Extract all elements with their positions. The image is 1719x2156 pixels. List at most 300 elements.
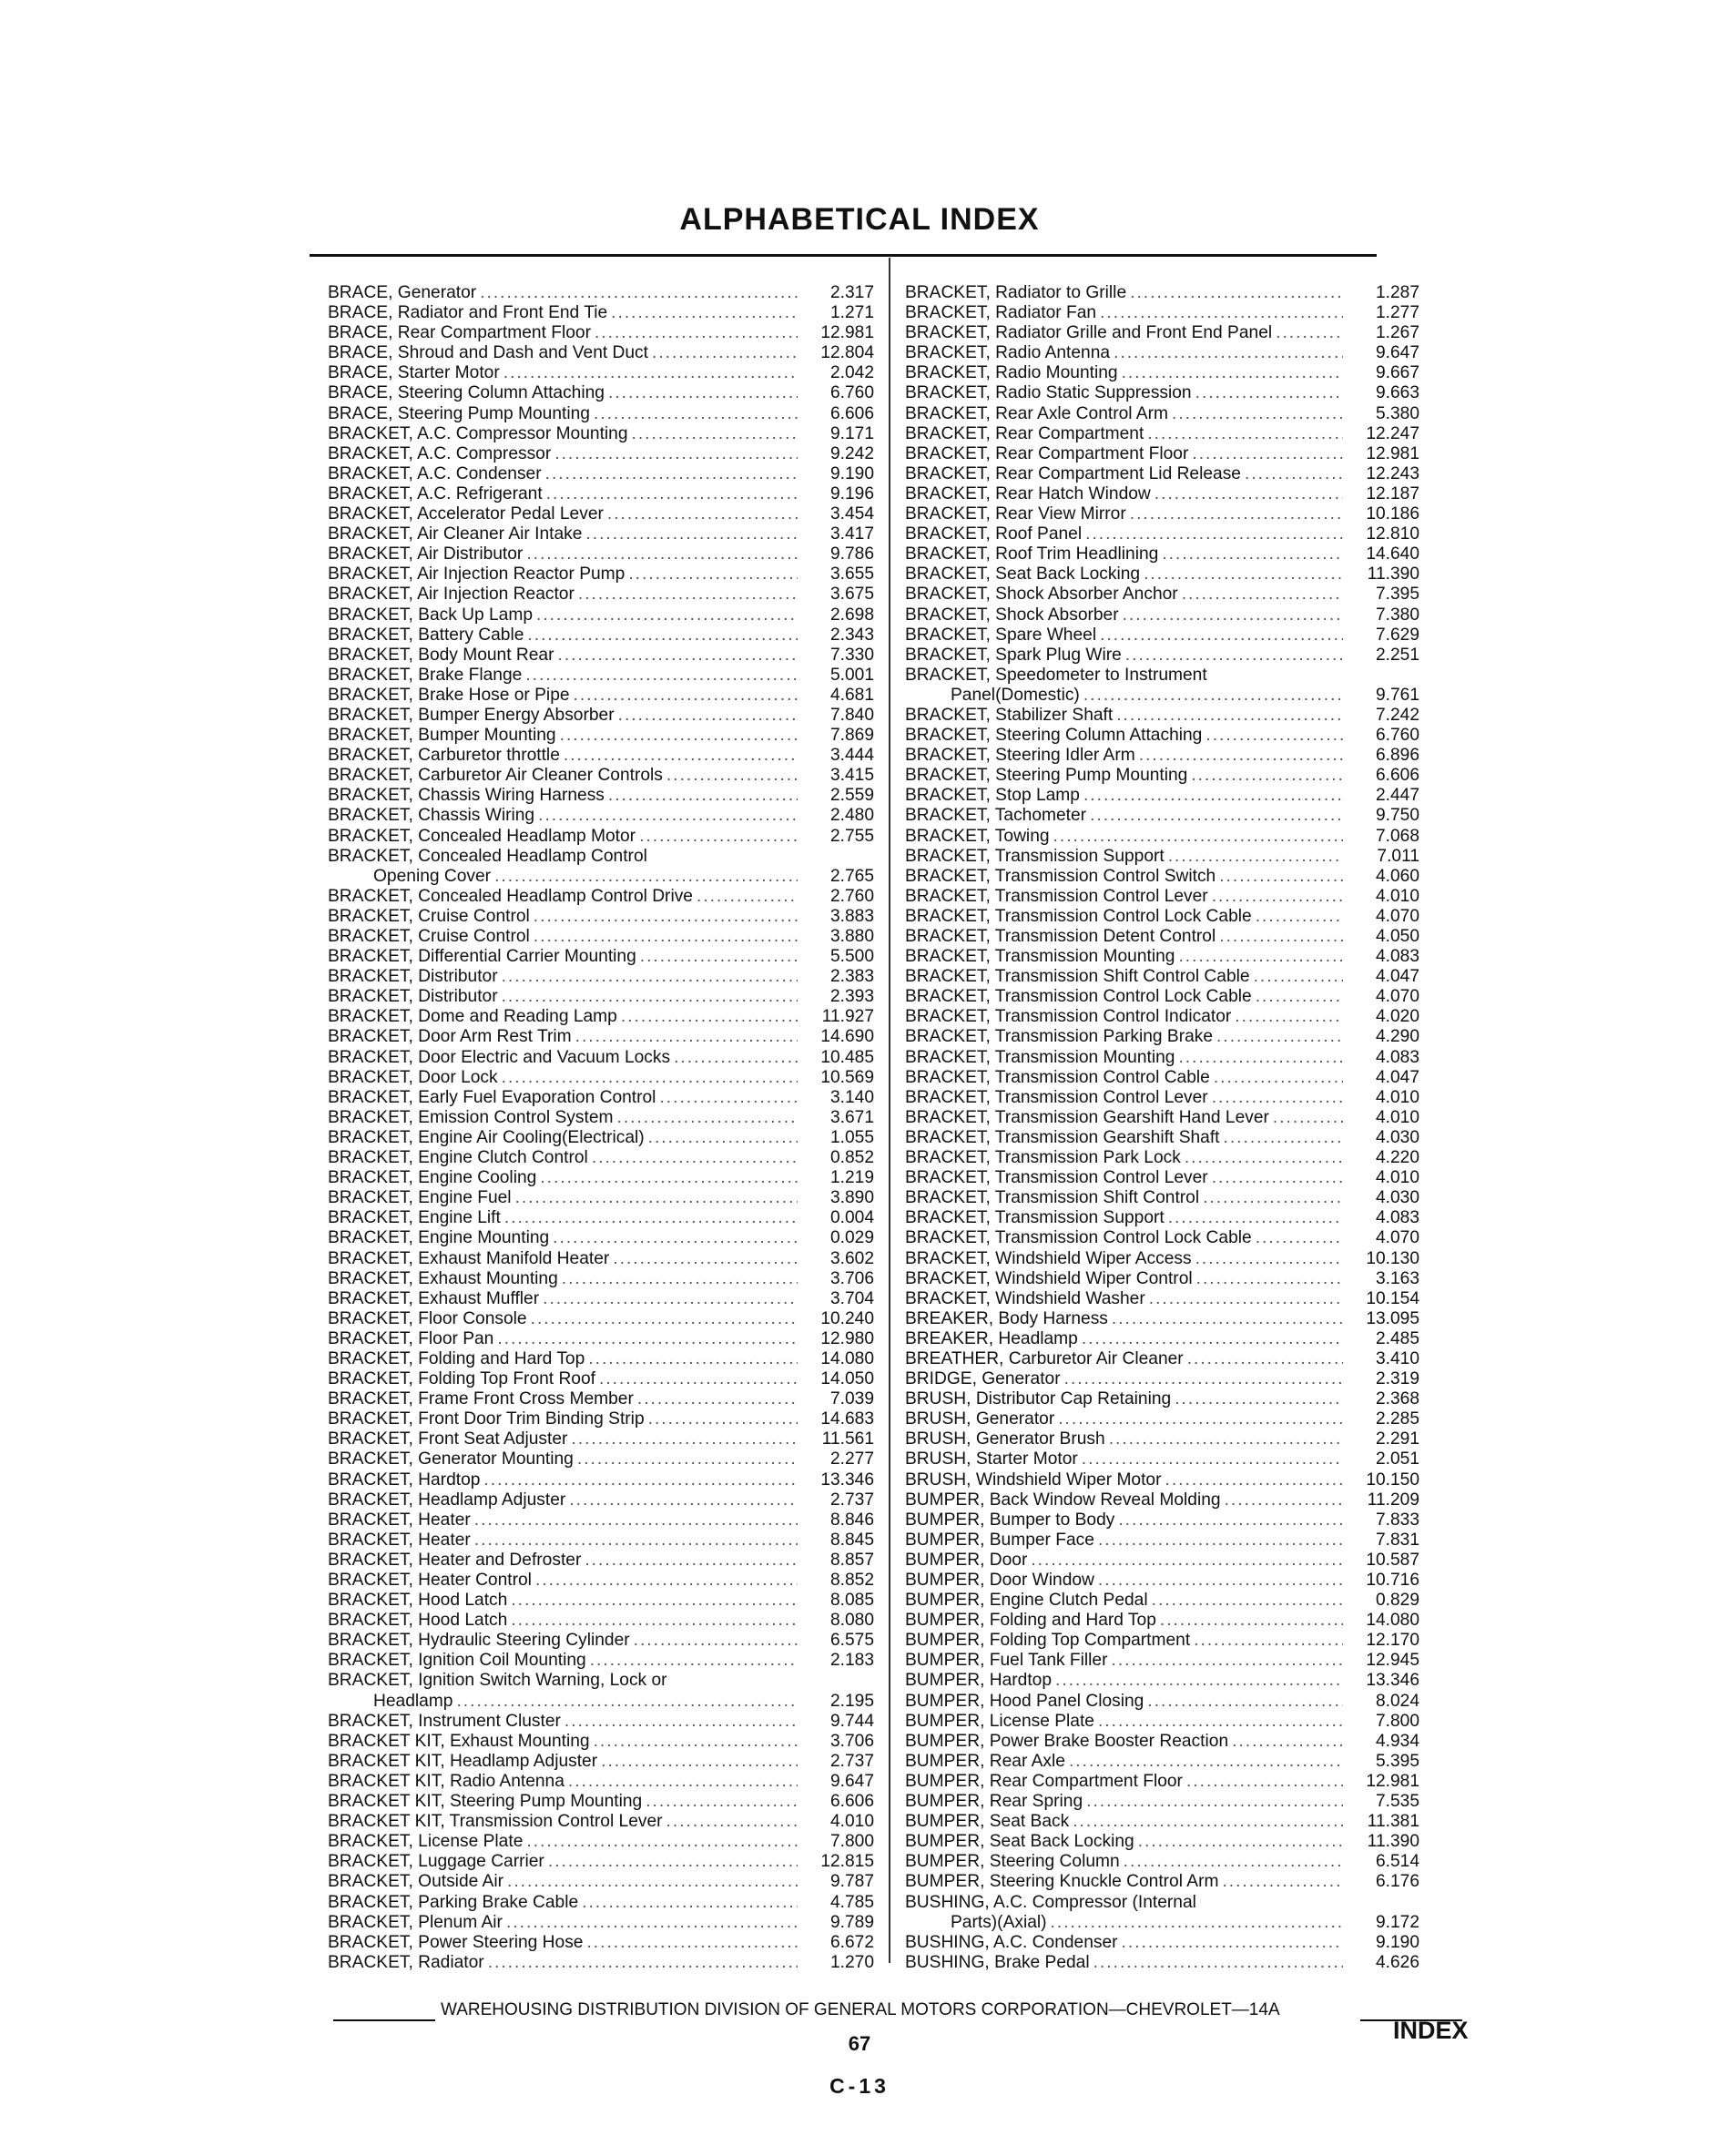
index-entry-page: 4.934 [1375,1731,1419,1751]
index-entry-label: BUSHING, A.C. Compressor (Internal [905,1892,1196,1912]
dot-leader [1224,1128,1344,1148]
dot-leader [1168,1208,1343,1228]
index-column-left [328,283,874,1973]
dot-leader [594,404,798,424]
index-entry-label: BRACKET, Hardtop [328,1470,481,1490]
index-entry-page: 2.737 [829,1490,874,1510]
dot-leader [575,1027,798,1047]
index-entry-label: BRACKET, Chassis Wiring [328,806,535,826]
index-entry [328,424,874,444]
dot-leader [502,1068,798,1088]
index-entry [328,1007,874,1027]
index-entry [328,1893,874,1913]
index-entry-page: 2.755 [829,826,874,846]
dot-leader [588,1349,798,1369]
index-entry-label: BRACKET, Transmission Control Cable [905,1067,1210,1087]
index-entry [905,1812,1419,1832]
index-entry-label: BRACKET, Engine Cooling [328,1168,537,1188]
index-entry-page: 11.390 [1367,1832,1419,1852]
index-entry [905,1933,1419,1953]
dot-leader [666,766,798,786]
dot-leader [535,1571,798,1591]
index-entry-page: 4.010 [1375,1168,1419,1188]
footer-rule-left [333,2019,435,2021]
index-entry-label: BRACKET, Transmission Support [905,846,1165,866]
index-entry-label: BUMPER, Rear Axle [905,1751,1065,1771]
index-entry-label: BRACKET, Engine Lift [328,1208,501,1228]
index-entry-page: 7.831 [1375,1530,1419,1550]
index-entry [905,1651,1419,1671]
index-entry-label: BRACKET, Hydraulic Steering Cylinder [328,1631,630,1651]
dot-leader [595,323,798,343]
dot-leader [515,1188,798,1208]
index-entry [905,504,1419,524]
dot-leader [1112,1309,1343,1329]
index-entry-label: BRACKET KIT, Steering Pump Mounting [328,1792,643,1812]
index-entry [905,1449,1419,1470]
index-entry-page: 9.647 [829,1771,874,1791]
index-entry-label: BRACKET, Generator Mounting [328,1449,574,1470]
dot-leader [565,1712,798,1732]
dot-leader [554,444,798,464]
dot-leader [1196,1269,1343,1289]
index-entry [905,404,1419,424]
index-entry-page: 3.706 [829,1731,874,1751]
index-entry-page: 14.080 [1366,1611,1419,1631]
index-entry [328,1148,874,1168]
index-entry [905,303,1419,323]
index-entry [905,1671,1419,1691]
dot-leader [562,1269,798,1289]
index-entry-page: 7.330 [829,645,874,665]
index-entry-label: BRACKET KIT, Headlamp Adjuster [328,1751,598,1771]
dot-leader [585,1551,798,1571]
index-entry [905,1772,1419,1792]
index-entry-page: 7.039 [829,1389,874,1409]
index-entry-page: 6.176 [1375,1872,1419,1892]
index-entry-label: BRACKET, Air Distributor [328,544,524,564]
index-entry-page: 9.667 [1375,363,1419,383]
dot-leader [531,1309,798,1329]
index-entry [905,867,1419,887]
index-entry-label: BUMPER, Door Window [905,1571,1094,1590]
dot-leader [1130,283,1343,303]
index-entry-page: 9.750 [1375,806,1419,826]
index-entry-label: BUMPER, Folding Top Compartment [905,1631,1191,1651]
dot-leader [474,1510,798,1531]
dot-leader [621,1007,798,1027]
dot-leader [639,827,798,847]
index-entry-page: 6.606 [1375,766,1419,786]
index-entry-label: BRACKET, Transmission Mounting [905,1047,1175,1067]
dot-leader [1256,987,1343,1007]
dot-leader [1172,404,1343,424]
dot-leader [1138,1832,1343,1852]
index-entry [328,746,874,766]
index-entry-label: BUMPER, Back Window Reveal Molding [905,1490,1221,1510]
index-entry-page: 12.170 [1366,1631,1419,1651]
index-entry [905,544,1419,564]
index-entry [905,806,1419,826]
dot-leader [1130,504,1343,524]
index-entry [905,444,1419,464]
index-entry [328,1188,874,1208]
index-entry [905,1872,1419,1892]
index-entry-label: BRACKET, Back Up Lamp [328,605,534,625]
index-entry-label: BRACKET, Transmission Control Lever [905,886,1208,906]
index-entry-page: 11.561 [821,1429,874,1449]
index-entry-label: BRACKET, Rear Hatch Window [905,483,1151,503]
dot-leader [1082,1449,1343,1470]
index-entry [328,947,874,967]
dot-leader [511,1611,798,1631]
index-entry-label: BRACKET, Hood Latch [328,1591,508,1611]
index-entry-page: 9.663 [1375,383,1419,403]
index-entry-label: BUMPER, Steering Knuckle Control Arm [905,1872,1219,1892]
index-entry [328,1349,874,1369]
index-entry-label: BRACKET, Radio Mounting [905,363,1118,383]
index-entry-page: 9.196 [829,483,874,503]
index-entry-page: 3.410 [1375,1348,1419,1368]
dot-leader [1160,1611,1343,1631]
index-entry-page: 13.346 [820,1470,874,1490]
index-entry [328,1027,874,1047]
index-entry [328,827,874,847]
index-entry-label: BRACKET, Rear Compartment [905,423,1144,443]
index-entry-label: BRACKET, Floor Pan [328,1328,494,1348]
index-entry-page: 14.640 [1366,544,1419,564]
index-entry-label: BRACKET, Windshield Washer [905,1288,1145,1308]
index-entry-page: 4.070 [1375,987,1419,1007]
index-entry [328,484,874,504]
index-entry-page: 1.271 [829,303,874,323]
index-entry [905,524,1419,544]
index-entry-page: 2.317 [829,283,874,302]
index-entry-label: BRACKET, Rear Axle Control Arm [905,403,1168,423]
index-entry [905,1531,1419,1551]
index-entry-label: BRACKET, Emission Control System [328,1107,614,1127]
index-entry-label: BRACKET, Transmission Control Indicator [905,1007,1232,1027]
index-entry [328,585,874,605]
index-entry-label: BRACKET, Battery Cable [328,625,524,645]
index-entry-label: BRACKET, Engine Mounting [328,1228,550,1248]
index-entry-page: 2.183 [829,1651,874,1671]
dot-leader [1093,1953,1343,1973]
dot-leader [504,1208,798,1228]
dot-leader [1109,1429,1343,1449]
index-entry-label: BRACKET, Transmission Gearshift Shaft [905,1127,1220,1147]
index-entry-page: 7.800 [829,1832,874,1852]
dot-leader [560,726,798,746]
index-entry [328,564,874,585]
index-entry-page: 6.606 [829,1792,874,1812]
dot-leader [1254,967,1343,987]
index-entry-label: BRACKET, Door Electric and Vacuum Locks [328,1047,671,1067]
dot-leader [564,746,798,766]
dot-leader [648,1409,798,1429]
index-entry-label: BRACKET KIT, Radio Antenna [328,1771,565,1791]
index-entry-page: 14.683 [820,1409,874,1429]
index-entry-label: BRACKET, Distributor [328,987,498,1007]
dot-leader [526,1832,798,1852]
index-entry-page: 4.010 [1375,1107,1419,1127]
index-entry [905,323,1419,343]
index-entry [328,1490,874,1510]
dot-leader [648,1128,798,1148]
index-entry [328,706,874,726]
index-entry [905,1470,1419,1490]
dot-leader [1085,524,1343,544]
index-entry-label: BRACKET, A.C. Condenser [328,463,542,483]
index-entry-page: 12.804 [820,343,874,363]
index-entry-page: 11.381 [1367,1812,1419,1832]
index-entry-page: 3.602 [829,1248,874,1268]
dot-leader [1139,746,1343,766]
index-entry [328,927,874,947]
column-divider [889,258,890,1963]
index-entry [905,1913,1419,1933]
dot-leader [1219,927,1343,947]
index-entry [905,987,1419,1007]
index-entry-label: BRACKET, A.C. Compressor Mounting [328,423,628,443]
index-entry-page: 10.587 [1366,1550,1419,1570]
index-entry-page: 6.896 [1375,746,1419,766]
index-entry-label: BRACKET, Cruise Control [328,927,530,946]
index-entry-label: BRACKET, Radiator Grille and Front End Panel [905,323,1273,343]
index-entry [905,1108,1419,1128]
dot-leader [1192,444,1343,464]
index-entry-page: 9.190 [829,463,874,483]
dot-leader [1256,907,1343,927]
dot-leader [538,806,798,826]
index-entry [905,1369,1419,1389]
index-entry-label: BRACKET, Luggage Carrier [328,1852,544,1872]
dot-leader [502,987,798,1007]
index-entry-label: BRACKET KIT, Transmission Control Lever [328,1812,663,1832]
index-entry-page: 8.085 [829,1591,874,1611]
index-entry-label: BRACKET, Chassis Wiring Harness [328,786,605,806]
dot-leader [1154,484,1343,504]
index-entry [328,1068,874,1088]
index-entry-label: BRACKET, Accelerator Pedal Lever [328,504,604,524]
index-entry-label: BRACE, Starter Motor [328,363,500,383]
index-entry-page: 14.050 [820,1369,874,1389]
index-entry-page: 13.346 [1366,1671,1419,1691]
index-entry [905,726,1419,746]
index-entry-page: 6.760 [1375,726,1419,746]
index-entry-label: BRACKET, Tachometer [905,806,1087,826]
index-entry-page: 11.209 [1367,1490,1419,1510]
index-entry-page: 2.559 [829,786,874,806]
index-entry-label: BRACKET, Transmission Gearshift Hand Lever [905,1107,1269,1127]
index-entry-label: BRACKET, Spare Wheel [905,625,1097,645]
index-entry-label: BRACKET, Shock Absorber Anchor [905,585,1178,605]
index-entry-label: BRUSH, Generator [905,1409,1055,1429]
index-entry [328,1872,874,1892]
index-entry-page: 9.789 [829,1912,874,1932]
index-entry [328,907,874,927]
index-entry-page: 4.047 [1375,1067,1419,1087]
dot-leader [1214,1068,1343,1088]
dot-leader [511,1591,798,1611]
dot-leader [674,1048,798,1068]
index-entry-label: BRACKET, A.C. Refrigerant [328,483,543,503]
index-entry-label: BRACKET, Transmission Control Lock Cable [905,987,1252,1007]
dot-leader [594,1732,798,1752]
index-entry-page: 10.716 [1366,1571,1419,1590]
index-entry-label: BRACKET, Towing [905,826,1050,846]
index-entry-label: BUMPER, Rear Spring [905,1792,1083,1812]
index-entry-page: 2.485 [1375,1328,1419,1348]
index-entry-page: 10.154 [1366,1288,1419,1308]
index-entry [905,1752,1419,1772]
index-entry [328,1309,874,1329]
index-entry [328,1953,874,1973]
index-entry-label: BRACKET, Dome and Reading Lamp [328,1007,617,1027]
index-entry [328,1591,874,1611]
index-entry-label: BRACKET, Door Arm Rest Trim [328,1027,572,1047]
dot-leader [546,484,798,504]
index-entry-label: BRACKET, Engine Clutch Control [328,1148,588,1168]
index-entry-page: 0.829 [1375,1591,1419,1611]
dot-leader [1125,646,1343,666]
index-entry-page: 0.029 [829,1228,874,1248]
index-entry-label: BRACKET, Headlamp Adjuster [328,1490,566,1510]
index-entry-page: 8.857 [829,1550,874,1570]
index-entry-page: 2.291 [1375,1429,1419,1449]
index-entry-label: BRACKET, Transmission Control Lever [905,1168,1208,1188]
dot-leader [1276,323,1343,343]
index-entry-label: Headlamp [373,1691,453,1711]
index-entry-page: 11.927 [821,1007,874,1027]
index-entry-page: 9.242 [829,443,874,463]
index-entry [905,1329,1419,1349]
index-entry [905,1007,1419,1027]
dot-leader [1194,1631,1343,1651]
index-entry-label: BRACKET, Transmission Detent Control [905,927,1216,946]
index-entry-page: 4.681 [829,685,874,705]
index-entry-page: 0.852 [829,1148,874,1168]
dot-leader [611,303,798,323]
index-entry-label: BREAKER, Headlamp [905,1328,1078,1348]
index-entry [905,887,1419,907]
index-entry-label: BUSHING, A.C. Condenser [905,1932,1118,1952]
dot-leader [1178,947,1343,967]
index-entry-label: BREAKER, Body Harness [905,1308,1108,1328]
dot-leader [553,1228,798,1248]
index-entry-page: 6.672 [829,1932,874,1952]
index-entry-page: 7.800 [1375,1711,1419,1731]
dot-leader [571,1429,798,1449]
index-entry-page: 10.485 [820,1047,874,1067]
index-entry [905,827,1419,847]
index-entry-page: 4.010 [1375,1087,1419,1107]
index-entry [905,1148,1419,1168]
dot-leader [1118,1510,1343,1531]
index-entry-page: 8.852 [829,1571,874,1590]
index-entry [905,1832,1419,1852]
index-entry-label: BREATHER, Carburetor Air Cleaner [905,1348,1184,1368]
index-entry-label: BRACKET, Front Seat Adjuster [328,1429,568,1449]
index-entry-label: BRACE, Radiator and Front End Tie [328,303,608,323]
index-entry-label: BRACKET, Floor Console [328,1308,527,1328]
index-entry-label: BRACKET, Windshield Wiper Control [905,1268,1193,1288]
index-entry [328,544,874,564]
index-entry-page: 6.760 [829,383,874,403]
index-entry-label: BRACKET, Front Door Trim Binding Strip [328,1409,645,1429]
dot-leader [599,1369,798,1389]
dot-leader [526,544,798,564]
dot-leader [652,343,798,363]
index-entry [328,1832,874,1852]
index-entry [328,1812,874,1832]
dot-leader [628,564,798,585]
index-entry-page: 1.277 [1375,303,1419,323]
index-entry-label: BRACKET, Windshield Wiper Access [905,1248,1192,1268]
index-entry [905,1027,1419,1047]
index-entry [905,1088,1419,1108]
dot-leader [548,1852,798,1872]
index-entry-label: BRACKET, Heater [328,1510,471,1530]
index-entry [328,1128,874,1148]
index-entry [905,907,1419,927]
index-entry [328,625,874,646]
index-entry-label: BRACKET, Folding Top Front Roof [328,1369,595,1389]
index-entry-label: BRACKET, Ignition Switch Warning, Lock or [328,1671,667,1691]
index-entry [328,1933,874,1953]
index-entry [328,726,874,746]
dot-leader [525,666,798,686]
dot-leader [568,1772,798,1792]
index-entry-page: 6.514 [1375,1852,1419,1872]
index-entry-label: BRACKET, Radio Antenna [905,343,1111,363]
dot-leader [1031,1551,1343,1571]
index-entry-label: BRACKET, Radiator to Grille [905,283,1127,302]
index-column-right [905,283,1419,1973]
index-entry [905,686,1419,706]
index-entry-page: 3.883 [829,906,874,926]
dot-leader [1203,1188,1343,1208]
index-entry-page: 7.242 [1375,705,1419,725]
index-entry-label: BRACKET, Air Cleaner Air Intake [328,524,583,544]
index-entry-label: BUMPER, Hood Panel Closing [905,1691,1144,1711]
index-entry [905,1732,1419,1752]
index-entry-label: BRACKET, Stop Lamp [905,786,1080,806]
index-entry [905,283,1419,303]
index-entry [905,484,1419,504]
index-entry [905,1249,1419,1269]
index-entry-page: 2.383 [829,967,874,987]
index-entry-label: BRACKET, Parking Brake Cable [328,1892,579,1912]
index-entry-page: 2.051 [1375,1449,1419,1470]
index-entry-label: BRACKET, Transmission Park Lock [905,1148,1181,1168]
dot-leader [608,383,798,403]
index-entry-page: 7.380 [1375,605,1419,625]
dot-leader [1114,343,1343,363]
dot-leader [1273,1108,1343,1128]
index-entry [328,646,874,666]
index-entry [905,1551,1419,1571]
index-entry [905,383,1419,403]
index-entry-label: BRUSH, Generator Brush [905,1429,1105,1449]
index-entry-label: BRACKET, Outside Air [328,1872,504,1892]
index-entry [328,887,874,907]
index-entry-page: 9.171 [829,423,874,443]
index-entry-label: BRACE, Steering Column Attaching [328,383,605,403]
index-entry [328,987,874,1007]
index-entry-label: BRACKET, Heater and Defroster [328,1550,582,1570]
index-entry-page: 1.270 [829,1952,874,1972]
